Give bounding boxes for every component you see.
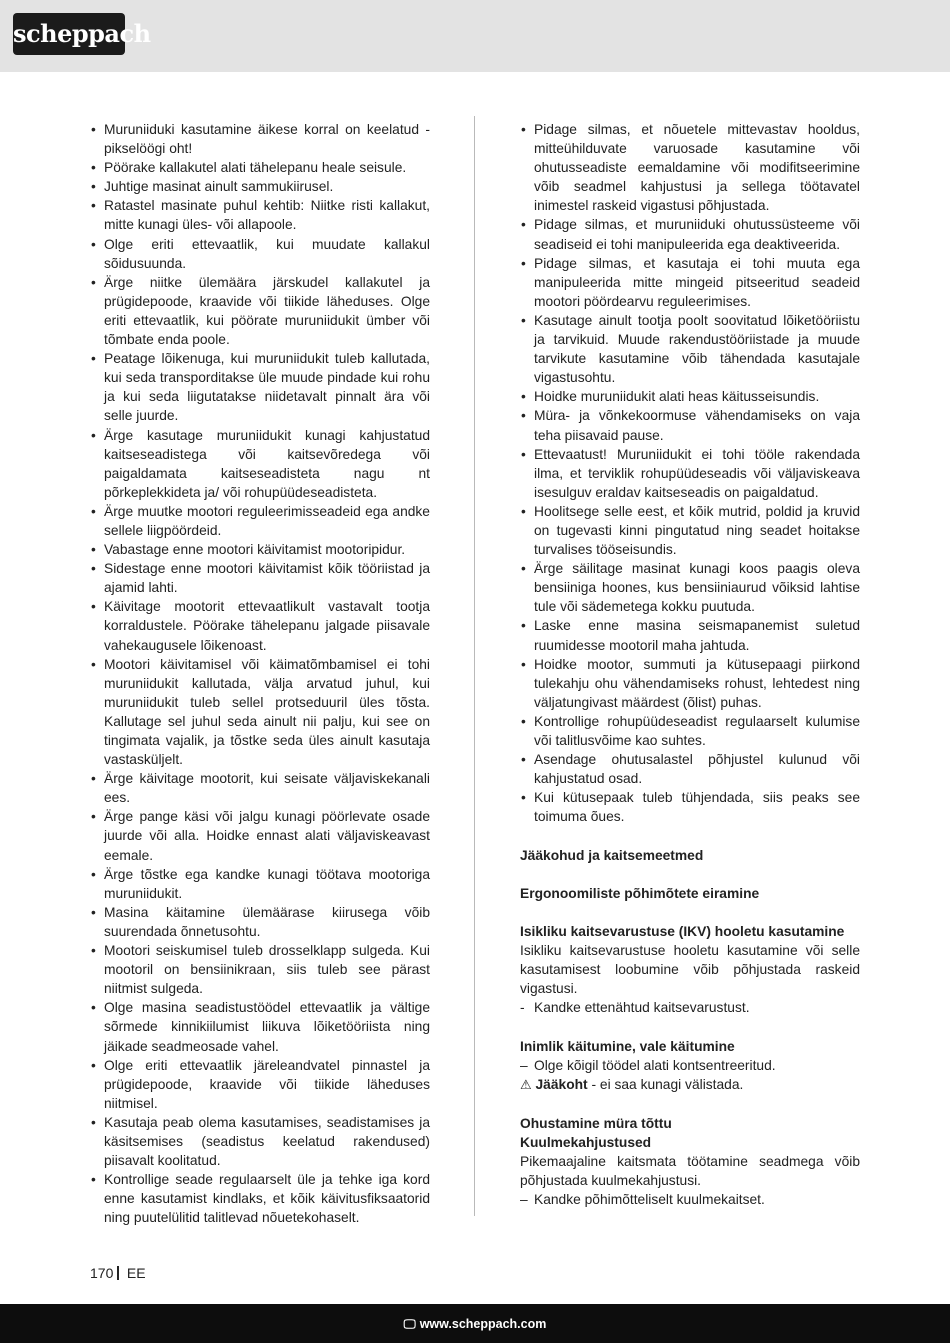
list-item: • Juhtige masinat ainult sammukiirusel. bbox=[90, 177, 430, 196]
list-item: • Ärge kasutage muruniidukit kunagi kahjustatud kaitseseadistega või kaitsevõredega või paigaldamata kaitseseadisteta nagu nt põrkeplekkideta ja/ või rohupüüdeseadisteta. bbox=[90, 426, 430, 502]
list-item: • Vabastage enne mootori käivitamist mootoripidur. bbox=[90, 540, 430, 559]
list-item: • Peatage lõikenuga, kui muruniidukit tuleb kallutada, kui seda transporditakse üle muude pindade kui rohu ja kui seda liigutatakse niidetavalt pinnalt ära või selle juurde. bbox=[90, 349, 430, 425]
dash-marker: – bbox=[520, 1192, 528, 1208]
list-item: • Sidestage enne mootori käivitamist kõik tööriistad ja ajamid lahti. bbox=[90, 559, 430, 597]
human-item-text: Olge kõigil töödel alati kontsentreeritud. bbox=[534, 1057, 776, 1073]
noise-list-item bbox=[520, 1190, 860, 1209]
noise-item-text: Kandke põhimõtteliselt kuulmekaitset. bbox=[534, 1192, 765, 1208]
list-item: • Ärge niitke ülemäära järskudel kallakutel ja prügidepoode, kraavide või tiikide läheduses. Olge eriti ettevaatlik, kui pöörate muruniidukit ümber või tõmbate enda poole. bbox=[90, 273, 430, 349]
list-item: • Hoolitsege selle eest, et kõik mutrid, poldid ja kruvid on tugevasti kinni pingutatud ning seadet hoitakse turvalises tööseisundis. bbox=[520, 502, 860, 559]
footer-link[interactable] bbox=[0, 1304, 950, 1343]
section-title-human-behaviour: Inimlik käitumine, vale käitumine bbox=[520, 1038, 735, 1054]
page-number-area bbox=[90, 1265, 146, 1281]
scheppach-logo: scheppach bbox=[13, 13, 125, 55]
list-item: • Olge masina seadistustöödel ettevaatlik ja vältige sõrmede kinnikiilumist liikuva lõiketööriista ning jäikade seadmeosade vahel. bbox=[90, 998, 430, 1055]
list-item: • Muruniiduki kasutamine äikese korral on keelatud - pikselöögi oht! bbox=[90, 120, 430, 158]
list-item: • Kasutaja peab olema kasutamises, seadistamises ja käsitsemises (seadistus keelatud rakendused) piisavalt koolitatud. bbox=[90, 1113, 430, 1170]
list-item: • Ettevaatust! Muruniidukit ei tohi tööle rakendada ilma, et terviklik rohupüüdeseadis või väljaviskeava isesulguv eraldav kaitseseadis on paigaldatud. bbox=[520, 445, 860, 502]
list-item: • Käivitage mootorit ettevaatlikult vastavalt tootja korraldustele. Pöörake tähelepanu jalgade piisavale vahekaugusele lõikenoast. bbox=[90, 597, 430, 654]
residual-risk-text: - ei saa kunagi välistada. bbox=[587, 1076, 744, 1092]
left-column bbox=[90, 120, 430, 1227]
noise-paragraph: Pikemaajaline kaitsmata töötamine seadmega võib põhjustada kuulmekahjustusi. bbox=[520, 1154, 860, 1189]
section-title-ergonomics: Ergonoomiliste põhimõtete eiramine bbox=[520, 885, 760, 901]
section-title-hearing: Kuulmekahjustused bbox=[520, 1134, 652, 1150]
list-item: • Kontrollige seade regulaarselt üle ja tehke iga kord enne kasutamist kindlaks, et kõik käivitusfiksaatorid ning puutelülitid talitlevad nõuetekohaselt. bbox=[90, 1170, 430, 1227]
monitor-icon: 🖵 bbox=[403, 1316, 416, 1331]
list-item: • Olge eriti ettevaatlik järeleandvatel pinnastel ja prügidepoode, kraavide või tiikide läheduses niitmisel. bbox=[90, 1056, 430, 1113]
right-column bbox=[520, 120, 860, 1209]
list-item: • Kui kütusepaak tuleb tühjendada, siis peaks see toimuma õues. bbox=[520, 788, 860, 826]
column-divider bbox=[474, 116, 475, 1216]
list-item: • Pidage silmas, et kasutaja ei tohi muuta ega manipuleerida mitte mingeid pitseeritud seadeid mootori pöördearvu reguleerimises. bbox=[520, 254, 860, 311]
list-item: • Olge eriti ettevaatlik, kui muudate kallakul sõidusuunda. bbox=[90, 235, 430, 273]
header-bar bbox=[0, 0, 950, 72]
list-item: • Mootori seiskumisel tuleb drosselklapp sulgeda. Kui mootoril on bensiinikraan, siis tuleb see pärast niitmist sulgeda. bbox=[90, 941, 430, 998]
list-item: • Asendage ohutusalastel põhjustel kulunud või kahjustatud osad. bbox=[520, 750, 860, 788]
ppe-paragraph: Isikliku kaitsevarustuse hooletu kasutamine või selle kasutamisest loobumine võib põhjustada raskeid vigastusi. bbox=[520, 943, 860, 997]
list-item: • Ärge käivitage mootorit, kui seisate väljaviskekanali ees. bbox=[90, 769, 430, 807]
ppe-list-item bbox=[520, 998, 860, 1017]
list-item: • Pidage silmas, et nõuetele mittevastav hooldus, mitteühilduvate varuosade kasutamine või ohutusseadiste eemaldamine või modifitseerimine võib seadmel kahjustusi ja sellega töötavatel inimestel raskeid vigastusi põhjustada. bbox=[520, 120, 860, 215]
list-item: • Masina käitamine ülemäärase kiirusega võib suurendada õnnetusohtu. bbox=[90, 903, 430, 941]
list-item: • Ärge muutke mootori reguleerimisseadeid ega andke sellele liigpöördeid. bbox=[90, 502, 430, 540]
language-code: EE bbox=[126, 1265, 146, 1281]
list-item: • Mootori käivitamisel või käimatõmbamisel ei tohi muruniidukit kallutada, välja arvatud juhul, kui muruniidukit tuleb sellel protseduuril üles tõsta. Kallutage sel juhul seda ainult nii palju, kui see on tingimata vajalik, ja tõstke seda üles ainult kasutaja vastasküljelt. bbox=[90, 655, 430, 770]
right-bullet-list bbox=[520, 120, 860, 826]
dash-marker: – bbox=[520, 1057, 528, 1073]
list-item: • Ärge tõstke ega kandke kunagi töötava mootoriga muruniidukit. bbox=[90, 865, 430, 903]
list-item: • Laske enne masina seismapanemist suletud ruumidesse mootoril maha jahtuda. bbox=[520, 616, 860, 654]
section-title-ppe: Isikliku kaitsevarustuse (IKV) hooletu kasutamine bbox=[520, 923, 845, 939]
list-item: • Ratastel masinate puhul kehtib: Niitke risti kallakut, mitte kunagi üles- või allapoole. bbox=[90, 196, 430, 234]
page-number: 170 bbox=[90, 1265, 114, 1281]
separator-bar bbox=[117, 1266, 119, 1280]
website-url[interactable]: www.scheppach.com bbox=[419, 1317, 547, 1331]
residual-risk-line bbox=[520, 1075, 860, 1095]
ppe-item-text: Kandke ettenähtud kaitsevarustust. bbox=[534, 1000, 750, 1016]
list-item: • Ärge säilitage masinat kunagi koos paagis oleva bensiiniga hoones, kus bensiiniaurud võiksid lahtise tule või sädemetega kokku puutuda. bbox=[520, 559, 860, 616]
list-item: • Hoidke mootor, summuti ja kütusepaagi piirkond tulekahju ohu vähendamiseks rohust, lehtedest ning väljatungivast määrdest (õlist) puhas. bbox=[520, 655, 860, 712]
list-item: • Hoidke muruniidukit alati heas käitusseisundis. bbox=[520, 387, 860, 406]
footer-bar bbox=[0, 1304, 950, 1343]
warning-triangle-icon: ⚠ bbox=[520, 1077, 532, 1093]
left-bullet-list bbox=[90, 120, 430, 1227]
list-item: • Ärge pange käsi või jalgu kunagi pöörlevate osade juurde või alla. Hoidke ennast alati väljaviskeavast eemale. bbox=[90, 807, 430, 864]
dash-marker: - bbox=[520, 1000, 525, 1016]
list-item: • Müra- ja võnkekoormuse vähendamiseks on vaja teha piisavaid pause. bbox=[520, 406, 860, 444]
list-item: • Kontrollige rohupüüdeseadist regulaarselt kulumise või talitlusvõime kao suhtes. bbox=[520, 712, 860, 750]
residual-risk-label: Jääkoht bbox=[535, 1076, 588, 1092]
list-item: • Kasutage ainult tootja poolt soovitatud lõiketööriistu ja tarvikuid. Muude rakendustööriistade ja muude tarvikute kasutamine võib tähendada kasutajale vigastusohtu. bbox=[520, 311, 860, 387]
human-list-item bbox=[520, 1056, 860, 1075]
section-title-residual-risks: Jääkohud ja kaitsemeetmed bbox=[520, 847, 704, 863]
section-title-noise: Ohustamine müra tõttu bbox=[520, 1115, 672, 1131]
list-item: • Pöörake kallakutel alati tähelepanu heale seisule. bbox=[90, 158, 430, 177]
list-item: • Pidage silmas, et muruniiduki ohutussüsteeme või seadiseid ei tohi manipuleerida ega deaktiveerida. bbox=[520, 215, 860, 253]
